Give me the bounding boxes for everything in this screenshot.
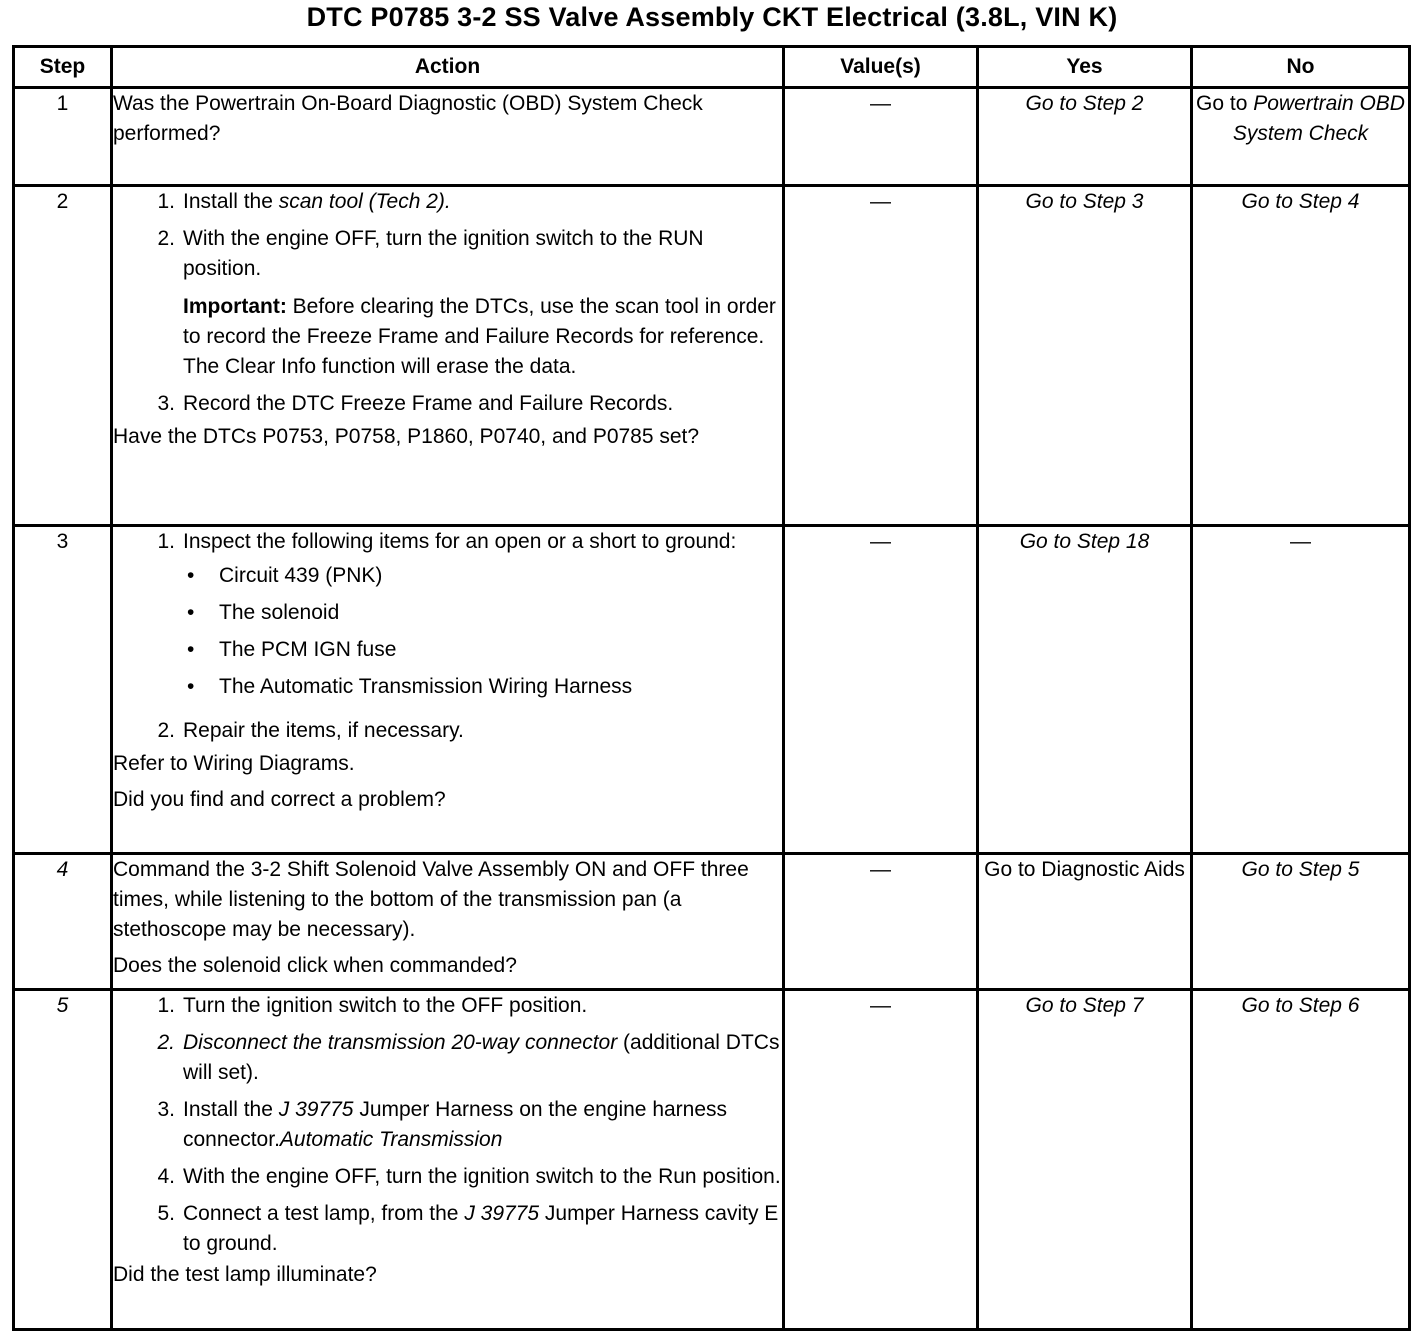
yes-link[interactable]: Go to Step 3 [978, 186, 1192, 526]
action-cell [112, 990, 784, 1330]
item-text: With the engine OFF, turn the ignition switch to the RUN position. [183, 227, 704, 280]
list-item [113, 1028, 782, 1088]
action-cell [112, 526, 784, 854]
important-note [183, 292, 782, 382]
item-text: Inspect the following items for an open or a short to ground: [183, 530, 737, 553]
list-item [113, 991, 782, 1021]
list-item [113, 716, 782, 746]
no-prefix: Go to [1196, 92, 1248, 115]
item-number: 1. [157, 530, 175, 553]
no-link[interactable]: Go to Step 5 [1192, 854, 1410, 990]
item-number: 2. [157, 719, 175, 742]
table-row [14, 88, 1410, 186]
item-text: Record the DTC Freeze Frame and Failure Records. [183, 392, 674, 415]
item-text: Install the [183, 190, 273, 213]
header-step: Step [14, 47, 112, 88]
item-number: 3. [157, 392, 175, 415]
item-number: 3. [157, 1098, 175, 1121]
disconnect-link[interactable]: Disconnect the transmission 20-way connector [183, 1031, 618, 1054]
table-row [14, 854, 1410, 990]
question-text: Did the test lamp illuminate? [113, 1263, 377, 1286]
item-text: Connect a test lamp, from the [183, 1202, 459, 1225]
value-cell: — [784, 526, 978, 854]
table-row [14, 186, 1410, 526]
item-text: Repair the items, if necessary. [183, 719, 464, 742]
yes-link[interactable]: Go to Diagnostic Aids [978, 854, 1192, 990]
no-link[interactable]: Go to Step 4 [1192, 186, 1410, 526]
bullet-item: • The PCM IGN fuse [187, 638, 397, 661]
bullet-item: • Circuit 439 (PNK) [187, 564, 383, 587]
item-text: Jumper Harness on the engine harness connector. [183, 1098, 728, 1151]
value-cell: — [784, 854, 978, 990]
list-item [113, 527, 782, 709]
item-text: Install the [183, 1098, 273, 1121]
no-cell[interactable] [1192, 88, 1410, 186]
list-item [113, 1162, 782, 1192]
value-cell: — [784, 990, 978, 1330]
page-title: DTC P0785 3-2 SS Valve Assembly CKT Electrical (3.8L, VIN K) [306, 2, 1118, 32]
item-number: 2. [157, 227, 175, 250]
jumper-link[interactable]: J 39775 [278, 1098, 354, 1121]
question-text: Does the solenoid click when commanded? [113, 954, 517, 977]
list-item [113, 1095, 782, 1155]
step-number: 3 [14, 526, 112, 854]
item-number: 2. [157, 1031, 175, 1054]
item-text: With the engine OFF, turn the ignition switch to the Run position. [183, 1165, 781, 1188]
table-row [14, 990, 1410, 1330]
question-text: Have the DTCs P0753, P0758, P1860, P0740, and P0785 set? [113, 425, 700, 448]
step-number: 2 [14, 186, 112, 526]
action-text: Command the 3-2 Shift Solenoid Valve Assembly ON and OFF three times, while listening to the bottom of the transmission pan (a stethoscope may be necessary). [113, 858, 749, 941]
list-item [113, 224, 782, 382]
header-action: Action [112, 47, 784, 88]
step-number: 1 [14, 88, 112, 186]
action-cell [112, 854, 784, 990]
automatic-transmission-link[interactable]: Automatic Transmission [279, 1128, 503, 1151]
no-link[interactable]: Powertrain OBD System Check [1232, 92, 1405, 145]
important-label: Important: [183, 295, 287, 318]
scan-tool-link[interactable]: scan tool (Tech 2). [278, 190, 451, 213]
bullet-list [183, 561, 782, 702]
yes-link[interactable]: Go to Step 7 [978, 990, 1192, 1330]
item-text: Jumper Harness cavity E to ground. [183, 1202, 779, 1255]
item-number: 5. [157, 1202, 175, 1225]
header-values: Value(s) [784, 47, 978, 88]
header-no: No [1192, 47, 1410, 88]
table-header-row [14, 47, 1410, 88]
action-text: Was the Powertrain On-Board Diagnostic (OBD) System Check performed? [112, 88, 784, 186]
action-cell [112, 186, 784, 526]
value-cell: — [784, 186, 978, 526]
list-item [113, 389, 782, 419]
list-item [113, 187, 782, 217]
item-number: 1. [157, 190, 175, 213]
refer-text: Refer to Wiring Diagrams. [113, 752, 355, 775]
bullet-item: • The Automatic Transmission Wiring Harness [187, 675, 633, 698]
diagnostic-table [12, 45, 1411, 1331]
list-item [113, 1199, 782, 1259]
bullet-item: • The solenoid [187, 601, 340, 624]
item-number: 1. [157, 994, 175, 1017]
table-row [14, 526, 1410, 854]
yes-link[interactable]: Go to Step 2 [978, 88, 1192, 186]
no-cell: — [1192, 526, 1410, 854]
header-yes: Yes [978, 47, 1192, 88]
item-text: (additional DTCs will set). [183, 1031, 780, 1084]
item-text: Turn the ignition switch to the OFF position. [183, 994, 588, 1017]
important-text: Before clearing the DTCs, use the scan tool in order to record the Freeze Frame and Failure Records for reference. The Clear Info function will erase the data. [183, 295, 776, 378]
jumper-link[interactable]: J 39775 [464, 1202, 540, 1225]
question-text: Did you find and correct a problem? [113, 788, 446, 811]
item-number: 4. [157, 1165, 175, 1188]
step-number: 4 [14, 854, 112, 990]
step-number: 5 [14, 990, 112, 1330]
no-link[interactable]: Go to Step 6 [1192, 990, 1410, 1330]
yes-link[interactable]: Go to Step 18 [978, 526, 1192, 854]
value-cell: — [784, 88, 978, 186]
